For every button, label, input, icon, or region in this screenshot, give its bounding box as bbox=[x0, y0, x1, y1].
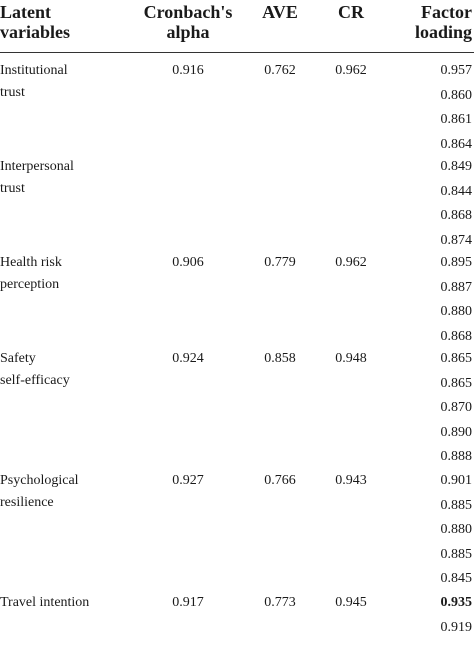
cr-value: 0.945 bbox=[335, 595, 367, 610]
header-rule bbox=[0, 52, 474, 53]
cronbach-alpha-value: 0.927 bbox=[172, 473, 204, 488]
factor-loading-value: 0.864 bbox=[440, 136, 472, 152]
latent-variable-name bbox=[0, 156, 120, 200]
latent-variable-name-line: Institutional bbox=[0, 63, 68, 78]
factor-loading-value: 0.919 bbox=[440, 619, 472, 635]
latent-variable-name-line: Psychological bbox=[0, 473, 79, 488]
factor-loading-value: 0.865 bbox=[440, 351, 472, 366]
latent-variable-name bbox=[0, 592, 120, 614]
factor-loading-value: 0.868 bbox=[440, 208, 472, 223]
latent-variable-name bbox=[0, 60, 120, 104]
latent-variable-name-line: Travel intention bbox=[0, 595, 90, 610]
header-cr: CR bbox=[338, 2, 364, 22]
factor-loading-value: 0.895 bbox=[440, 255, 472, 270]
header-latent-line2: variables bbox=[0, 22, 70, 42]
latent-variable-name-line: Safety bbox=[0, 351, 36, 366]
latent-variable-name-line: perception bbox=[0, 277, 60, 292]
factor-loading-value: 0.890 bbox=[440, 424, 472, 440]
cr-value: 0.962 bbox=[335, 63, 367, 78]
factor-loading-value: 0.901 bbox=[440, 473, 472, 488]
factor-loading-value: 0.885 bbox=[440, 497, 472, 513]
header-ave: AVE bbox=[262, 2, 298, 22]
factor-loading-value: 0.860 bbox=[440, 87, 472, 103]
factor-loading-value: 0.957 bbox=[440, 63, 472, 78]
header-latent-variables bbox=[0, 2, 70, 42]
cronbach-alpha-value: 0.924 bbox=[172, 351, 204, 366]
factor-loading-value: 0.885 bbox=[440, 546, 472, 562]
header-alpha-line1: Cronbach's bbox=[143, 2, 233, 22]
cr-value: 0.948 bbox=[335, 351, 367, 366]
latent-variable-name-line: resilience bbox=[0, 495, 54, 510]
factor-loading-value: 0.865 bbox=[440, 375, 472, 391]
cr-value: 0.943 bbox=[335, 473, 367, 488]
cronbach-alpha-value: 0.917 bbox=[172, 595, 204, 610]
factor-loading-value: 0.870 bbox=[440, 400, 472, 415]
latent-variable-name-line: trust bbox=[0, 85, 25, 100]
header-loading-line1: Factor bbox=[421, 2, 472, 22]
ave-value: 0.858 bbox=[264, 351, 296, 366]
factor-loading-value: 0.874 bbox=[440, 232, 472, 248]
cronbach-alpha-value: 0.916 bbox=[172, 63, 204, 78]
header-alpha-line2: alpha bbox=[166, 22, 210, 42]
factor-loading-value: 0.880 bbox=[440, 304, 472, 319]
header-loading-line2: loading bbox=[414, 22, 472, 42]
cr-value: 0.962 bbox=[335, 255, 367, 270]
header-factor-loading bbox=[396, 2, 472, 42]
factor-loading-value: 0.868 bbox=[440, 328, 472, 344]
latent-variable-name-line: Interpersonal bbox=[0, 159, 74, 174]
factor-loading-value: 0.844 bbox=[440, 183, 472, 199]
latent-variable-name bbox=[0, 252, 120, 296]
factor-loading-value: 0.849 bbox=[440, 159, 472, 174]
factor-loading-value: 0.887 bbox=[440, 279, 472, 295]
factor-loading-value: 0.880 bbox=[440, 522, 472, 537]
latent-variable-name bbox=[0, 470, 120, 514]
ave-value: 0.762 bbox=[264, 63, 296, 78]
latent-variable-name-line: Health risk bbox=[0, 255, 62, 270]
latent-variable-name bbox=[0, 348, 120, 392]
factor-loading-value: 0.861 bbox=[440, 112, 472, 127]
factor-loading-value: 0.845 bbox=[440, 571, 472, 586]
header-cronbach-alpha bbox=[128, 2, 248, 42]
ave-value: 0.773 bbox=[264, 595, 296, 610]
latent-variable-name-line: self-efficacy bbox=[0, 373, 70, 388]
factor-loading-value: 0.935 bbox=[440, 595, 472, 610]
ave-value: 0.766 bbox=[264, 473, 296, 488]
ave-value: 0.779 bbox=[264, 255, 296, 270]
factor-loading-value: 0.888 bbox=[440, 449, 472, 464]
header-latent-line1: Latent bbox=[0, 2, 51, 22]
cronbach-alpha-value: 0.906 bbox=[172, 255, 204, 270]
latent-variable-name-line: trust bbox=[0, 181, 25, 196]
